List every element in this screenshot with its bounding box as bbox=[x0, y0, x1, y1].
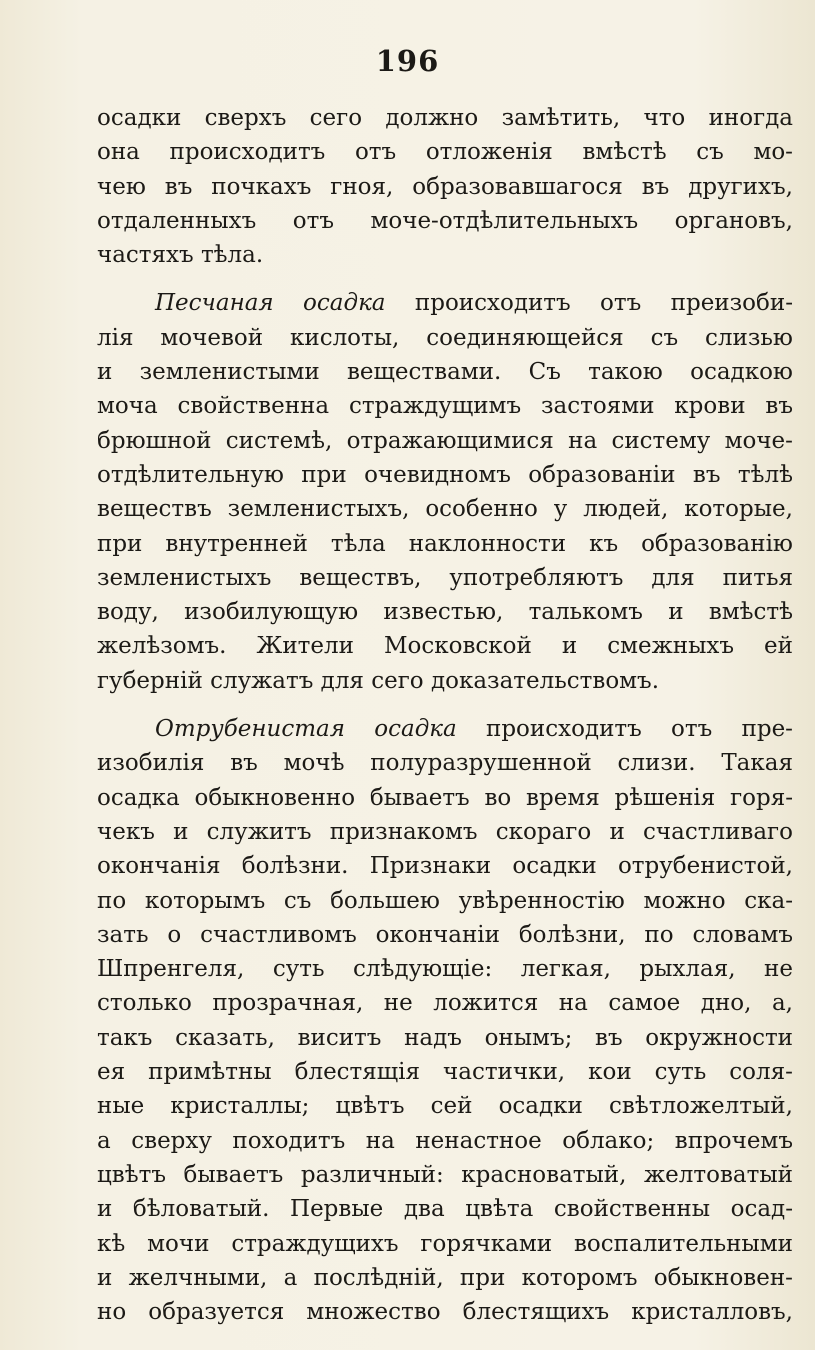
word: при bbox=[301, 461, 347, 488]
word: болѣзни, bbox=[518, 921, 626, 948]
word: въ bbox=[641, 173, 670, 200]
word: свѣтложелтый, bbox=[609, 1093, 793, 1120]
word: кѣ bbox=[97, 1230, 126, 1257]
word: два bbox=[403, 1196, 445, 1223]
word: самое bbox=[608, 990, 681, 1017]
word: тѣлѣ bbox=[737, 461, 793, 488]
word: сказать, bbox=[175, 1024, 275, 1051]
word: облако; bbox=[562, 1127, 655, 1154]
word: походитъ bbox=[232, 1127, 346, 1154]
word: свойственна bbox=[177, 393, 330, 420]
word: которые, bbox=[684, 496, 793, 523]
text-line bbox=[97, 321, 793, 355]
word: увѣренностію bbox=[458, 887, 625, 914]
text-line: губерній служатъ для сего доказательствомъ. bbox=[97, 667, 660, 694]
text-line bbox=[97, 746, 793, 780]
word: образованіи bbox=[528, 461, 676, 488]
word: земленистыхъ, bbox=[227, 496, 410, 523]
word: полуразрушенной bbox=[370, 750, 592, 777]
word: и bbox=[97, 359, 113, 386]
word: осадки bbox=[498, 1093, 583, 1120]
word: рыхлая, bbox=[639, 956, 736, 983]
text-line bbox=[97, 135, 793, 169]
word: иногда bbox=[708, 105, 793, 131]
word: онымъ; bbox=[484, 1024, 573, 1051]
text-line bbox=[97, 1089, 793, 1123]
text-line bbox=[97, 1261, 793, 1295]
word: Съ bbox=[528, 359, 561, 386]
word: вмѣстѣ bbox=[582, 139, 667, 166]
word: цвѣтъ bbox=[97, 1161, 166, 1188]
body-text bbox=[97, 101, 793, 1329]
word: въ bbox=[595, 1024, 623, 1051]
word: замѣтить, bbox=[501, 105, 621, 131]
text-line bbox=[97, 492, 793, 526]
word: образуется bbox=[148, 1299, 285, 1326]
word: окончаніи bbox=[375, 921, 500, 948]
word: отложенія bbox=[425, 139, 553, 166]
word: такъ bbox=[97, 1024, 153, 1051]
word: цвѣта bbox=[465, 1196, 534, 1223]
word: Первые bbox=[290, 1196, 384, 1223]
word: мочи bbox=[147, 1230, 210, 1257]
text-line bbox=[97, 355, 793, 389]
word: при bbox=[97, 530, 143, 557]
text-line bbox=[97, 1295, 793, 1329]
word: моче-отдѣлительныхъ bbox=[370, 207, 639, 234]
word: сверху bbox=[131, 1127, 212, 1154]
word: по bbox=[644, 921, 674, 948]
page-number: 196 bbox=[375, 44, 440, 78]
word: отъ bbox=[354, 139, 397, 166]
word: окончанія bbox=[97, 853, 221, 880]
word: воду, bbox=[97, 599, 159, 626]
word: желѣзомъ. bbox=[97, 633, 227, 660]
word: чею bbox=[97, 173, 146, 200]
word: брюшной bbox=[97, 427, 212, 454]
word: ные bbox=[97, 1093, 145, 1120]
word: употребляютъ bbox=[449, 564, 624, 591]
text-line bbox=[97, 781, 793, 815]
word: ска- bbox=[744, 887, 793, 914]
word: осадка bbox=[374, 716, 457, 743]
word: можно bbox=[643, 887, 726, 914]
word: и bbox=[668, 599, 684, 626]
text-line bbox=[97, 1055, 793, 1089]
word: а, bbox=[771, 990, 793, 1017]
text-line bbox=[97, 204, 793, 238]
word: къ bbox=[589, 530, 619, 557]
word: осадки bbox=[97, 105, 182, 131]
word: столько bbox=[97, 990, 192, 1017]
word: крови bbox=[674, 393, 746, 420]
word: обыкновенно bbox=[194, 784, 356, 811]
word: у bbox=[553, 496, 568, 523]
word: талькомъ bbox=[528, 599, 643, 626]
word: скораго bbox=[495, 818, 592, 845]
word: зать bbox=[97, 921, 149, 948]
word: осад- bbox=[730, 1196, 793, 1223]
word: множество bbox=[306, 1299, 441, 1326]
word: счастливаго bbox=[643, 818, 793, 845]
word: впрочемъ bbox=[674, 1127, 793, 1154]
text-line bbox=[97, 1021, 793, 1055]
word: кислоты, bbox=[289, 324, 400, 351]
text-line bbox=[97, 815, 793, 849]
word: отрубенистой, bbox=[617, 853, 793, 880]
word: во bbox=[484, 784, 512, 811]
word: веществъ bbox=[97, 496, 212, 523]
word: счастливомъ bbox=[200, 921, 357, 948]
word: образовавшагося bbox=[412, 173, 623, 200]
word: очевидномъ bbox=[364, 461, 511, 488]
word: питья bbox=[722, 564, 793, 591]
text-line bbox=[97, 986, 793, 1020]
word: систему bbox=[611, 427, 711, 454]
word: при bbox=[459, 1264, 506, 1291]
word: сей bbox=[430, 1093, 473, 1120]
text-line bbox=[97, 884, 793, 918]
word: обыкновен- bbox=[653, 1264, 793, 1291]
word: рѣшенія bbox=[614, 784, 716, 811]
word: образованію bbox=[641, 530, 793, 557]
word: дно, bbox=[700, 990, 752, 1017]
text-line bbox=[97, 101, 793, 135]
word: служитъ bbox=[206, 818, 312, 845]
word: время bbox=[526, 784, 600, 811]
word: и bbox=[173, 818, 189, 845]
text-line bbox=[97, 918, 793, 952]
word: осадки bbox=[512, 853, 597, 880]
word: моче- bbox=[724, 427, 793, 454]
text-line bbox=[97, 595, 793, 629]
word: другихъ, bbox=[688, 173, 793, 200]
word: по bbox=[97, 887, 127, 914]
word: красноватый, bbox=[461, 1161, 627, 1188]
word: должно bbox=[385, 105, 479, 131]
word: бываетъ bbox=[369, 784, 470, 811]
word: желчными, bbox=[128, 1264, 268, 1291]
word: изобилующую bbox=[184, 599, 359, 626]
word: надъ bbox=[404, 1024, 462, 1051]
word: застоями bbox=[540, 393, 655, 420]
word: блестящія bbox=[294, 1059, 421, 1086]
word: и bbox=[609, 818, 625, 845]
word: отъ bbox=[600, 290, 642, 317]
word: осадка bbox=[97, 784, 180, 811]
word: ненастное bbox=[415, 1127, 542, 1154]
word: лія bbox=[97, 324, 134, 351]
word: не bbox=[764, 956, 793, 983]
word: блестящихъ bbox=[462, 1299, 610, 1326]
word: на bbox=[568, 427, 598, 454]
word: Московской bbox=[383, 633, 532, 660]
word: и bbox=[561, 633, 578, 660]
word: изобилія bbox=[97, 750, 205, 777]
word: происходитъ bbox=[414, 290, 571, 317]
word: слизью bbox=[705, 324, 793, 351]
word: такою bbox=[588, 359, 663, 386]
word: для bbox=[651, 564, 695, 591]
word: желтоватый bbox=[644, 1161, 793, 1188]
word: воспалительными bbox=[573, 1230, 793, 1257]
word: свойственны bbox=[553, 1196, 711, 1223]
word: сверхъ bbox=[204, 105, 287, 131]
text-line bbox=[97, 952, 793, 986]
word: послѣдній, bbox=[313, 1264, 444, 1291]
word: Отрубенистая bbox=[155, 716, 345, 743]
word: на bbox=[558, 990, 588, 1017]
word: съ bbox=[696, 139, 724, 166]
text-line bbox=[97, 458, 793, 492]
word: мо- bbox=[753, 139, 793, 166]
word: Такая bbox=[721, 750, 793, 777]
word: моча bbox=[97, 393, 158, 420]
word: въ bbox=[230, 750, 258, 777]
word: съ bbox=[283, 887, 312, 914]
word: отдаленныхъ bbox=[97, 207, 257, 234]
word: словамъ bbox=[692, 921, 793, 948]
word: горячками bbox=[420, 1230, 553, 1257]
word: системѣ, bbox=[225, 427, 333, 454]
text-line bbox=[97, 629, 793, 663]
text-line bbox=[97, 1158, 793, 1192]
word: и bbox=[97, 1264, 113, 1291]
word: слѣдующіе: bbox=[353, 956, 493, 983]
word: но bbox=[97, 1299, 127, 1326]
word: кои bbox=[588, 1059, 632, 1086]
word: о bbox=[167, 921, 182, 948]
word: которымъ bbox=[144, 887, 266, 914]
word: земленистыми bbox=[139, 359, 320, 386]
word: бѣловатый. bbox=[132, 1196, 270, 1223]
word: ей bbox=[764, 633, 793, 660]
word: органовъ, bbox=[674, 207, 793, 234]
word: мочевой bbox=[160, 324, 264, 351]
word: страждущимъ bbox=[348, 393, 522, 420]
word: мочѣ bbox=[283, 750, 345, 777]
text-line bbox=[97, 1192, 793, 1226]
word: отъ bbox=[671, 716, 713, 743]
word: соля- bbox=[729, 1059, 793, 1086]
word: преизоби- bbox=[670, 290, 793, 317]
word: земленистыхъ bbox=[97, 564, 272, 591]
word: болѣзни. bbox=[241, 853, 349, 880]
word: признакомъ bbox=[329, 818, 478, 845]
text-line bbox=[97, 561, 793, 595]
word: а bbox=[283, 1264, 298, 1291]
word: ея bbox=[97, 1059, 126, 1086]
word: въ bbox=[164, 173, 193, 200]
word: сего bbox=[309, 105, 363, 131]
word: осадкою bbox=[690, 359, 793, 386]
word: что bbox=[643, 105, 686, 131]
word: Песчаная bbox=[155, 290, 274, 317]
text-line bbox=[97, 170, 793, 204]
word: окружности bbox=[645, 1024, 793, 1051]
word: не bbox=[383, 990, 413, 1017]
word: известью, bbox=[383, 599, 504, 626]
word: соединяющейся bbox=[426, 324, 624, 351]
word: происходитъ bbox=[169, 139, 326, 166]
word: внутренней bbox=[165, 530, 308, 557]
word: а bbox=[97, 1127, 111, 1154]
word: людей, bbox=[583, 496, 669, 523]
word: отдѣлительную bbox=[97, 461, 284, 488]
word: суть bbox=[272, 956, 325, 983]
word: отъ bbox=[292, 207, 334, 234]
word: суть bbox=[654, 1059, 707, 1086]
word: осадка bbox=[303, 290, 386, 317]
text-line bbox=[97, 389, 793, 423]
text-line bbox=[97, 527, 793, 561]
word: ложится bbox=[433, 990, 539, 1017]
word: страждущихъ bbox=[231, 1230, 399, 1257]
word: веществъ, bbox=[299, 564, 422, 591]
word: наклонности bbox=[408, 530, 567, 557]
word: вмѣстѣ bbox=[708, 599, 793, 626]
paragraph-first-line bbox=[97, 286, 793, 320]
paragraph-first-line bbox=[97, 712, 793, 746]
word: различный: bbox=[300, 1161, 444, 1188]
word: горя- bbox=[730, 784, 793, 811]
word: веществами. bbox=[346, 359, 502, 386]
word: Признаки bbox=[369, 853, 492, 880]
word: виситъ bbox=[297, 1024, 382, 1051]
word: гноя, bbox=[330, 173, 394, 200]
word: кристалловъ, bbox=[631, 1299, 793, 1326]
word: кристаллы; bbox=[170, 1093, 310, 1120]
word: Шпренгеля, bbox=[97, 956, 245, 983]
word: цвѣтъ bbox=[335, 1093, 405, 1120]
word: почкахъ bbox=[211, 173, 312, 200]
word: на bbox=[365, 1127, 395, 1154]
word: тѣла bbox=[330, 530, 386, 557]
word: большею bbox=[330, 887, 440, 914]
word: въ bbox=[692, 461, 721, 488]
text-line: частяхъ тѣла. bbox=[97, 242, 264, 269]
word: пре- bbox=[741, 716, 793, 743]
word: отражающимися bbox=[346, 427, 554, 454]
word: съ bbox=[650, 324, 679, 351]
word: частички, bbox=[443, 1059, 566, 1086]
word: прозрачная, bbox=[212, 990, 364, 1017]
text-line bbox=[97, 1124, 793, 1158]
word: въ bbox=[765, 393, 793, 420]
word: слизи. bbox=[617, 750, 696, 777]
word: примѣтны bbox=[148, 1059, 272, 1086]
word: смежныхъ bbox=[607, 633, 735, 660]
word: она bbox=[97, 139, 140, 166]
word: происходитъ bbox=[485, 716, 642, 743]
text-line bbox=[97, 849, 793, 883]
word: особенно bbox=[425, 496, 538, 523]
word: легкая, bbox=[520, 956, 611, 983]
word: и bbox=[97, 1196, 113, 1223]
word: которомъ bbox=[521, 1264, 638, 1291]
word: бываетъ bbox=[183, 1161, 284, 1188]
text-line bbox=[97, 424, 793, 458]
word: Жители bbox=[256, 633, 354, 660]
word: чекъ bbox=[97, 818, 155, 845]
text-line bbox=[97, 1227, 793, 1261]
